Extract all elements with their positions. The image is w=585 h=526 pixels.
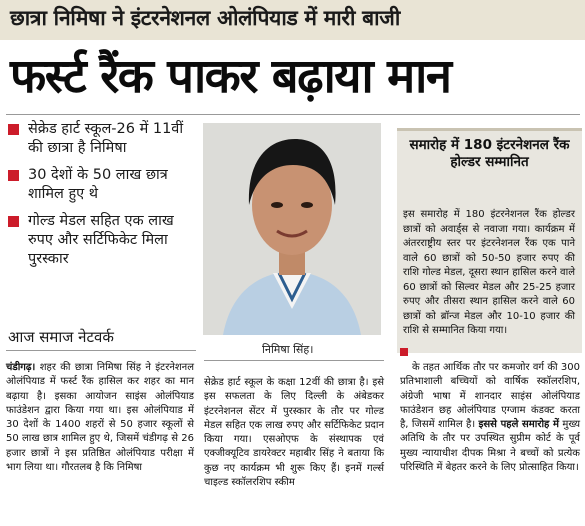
bullet-square-icon [8, 124, 19, 135]
sidebar-title: समारोह में 180 इंटरनेशनल रैंक होल्डर सम्मानित [409, 137, 570, 170]
column-3-subhead: इससे पहले समारोह में [478, 419, 559, 431]
portrait-illustration [203, 123, 381, 335]
bullet-square-icon [8, 170, 19, 181]
bullet-item [6, 120, 196, 158]
bullet-item [6, 166, 196, 204]
column-1-text: शहर की छात्रा निमिषा सिंह ने इंटरनेशनल ओलंपियाड में फर्स्ट रैंक हासिल कर शहर का मान बढ़ाया है। इसका आयोजन साइंस ओलंपियाड फाउंडेशन द्वारा किया गया था। इस ओलंपियाड में 30 देशों के 1400 शहरों से 50 हजार स्कूलों से 50 लाख छात्र शामिल हुए थे, जिसमें चंडीगढ़ से 26 हजार छात्रों ने इस प्रतिष्ठित ओलंपियाड परीक्षा में भाग लिया था। गौरतलब है कि निमिषा [6, 362, 194, 474]
bullet-text: गोल्ड मेडल सहित एक लाख रुपए और सर्टिफिकेट मिला पुरस्कार [28, 213, 174, 267]
article-column-3 [400, 361, 580, 475]
section-marker-icon [400, 348, 408, 356]
highlight-bullets [6, 120, 196, 277]
byline: आज समाज नेटवर्क [8, 328, 114, 346]
article-column-1 [6, 361, 194, 475]
bullet-square-icon [8, 216, 19, 227]
article-column-2 [204, 376, 384, 490]
kicker-text: छात्रा निमिषा ने इंटरनेशनल ओलंपियाड में मारी बाजी [10, 6, 400, 30]
column-2-text: सेक्रेड हार्ट स्कूल के कक्षा 12वीं की छात्रा है। इसे इस सफलता के लिए दिल्ली के अंबेडकर इंटरनेशनल सेंटर में पुरस्कार के तौर पर गोल्ड मेडल सहित एक लाख रुपए और सर्टिफिकेट प्रदान किया गया। एसओएफ के संस्थापक एवं एक्जीक्यूटिव डायरेक्टर महाबीर सिंह ने बताया कि कुछ नए कार्यक्रम भी शुरू किए हैं। इनमें गर्ल्स चाइल्ड स्कॉलरशिप स्कीम [204, 377, 384, 489]
sidebar-box [397, 128, 582, 353]
bullet-text: सेक्रेड हार्ट स्कूल-26 में 11वीं की छात्रा है निमिषा [28, 121, 184, 156]
divider [6, 114, 580, 115]
photo-caption: निमिषा सिंह। [262, 343, 314, 356]
headline: फर्स्ट रैंक पाकर बढ़ाया मान [10, 49, 451, 104]
bullet-item [6, 212, 196, 269]
bullet-text: 30 देशों के 50 लाख छात्र शामिल हुए थे [28, 167, 168, 202]
column-3-text-b: मुख्य अतिथि के तौर पर उपस्थित सुप्रीम कोर्ट के पूर्व मुख्य न्यायाधीश दीपक मिश्रा ने बच्चों को प्रत्येक परिस्थिति में बेहतर करने के लिए प्रोत्साहित किया। [400, 419, 580, 474]
divider [204, 360, 384, 361]
portrait-photo [203, 123, 381, 335]
divider [6, 350, 196, 351]
dateline: चंडीगढ़। [6, 362, 36, 373]
sidebar-body: इस समारोह में 180 इंटरनेशनल रैंक होल्डर छात्रों को अवार्ड्स से नवाजा गया। कार्यक्रम में अंतरराष्ट्रीय स्तर पर इंटरनेशनल रैंक एक पाने वाले 60 छात्रों को 50-50 हजार रुपए की राशि गोल्ड मेडल, दूसरा स्थान हासिल करने वाले 60 छात्रों को सिल्वर मेडल और 25-25 हजार रुपए और तीसरा स्थान हासिल करने वाले 60 छात्रों को ब्रॉन्ज मेडल और 10-10 हजार की राशि से सम्मानित किया गया। [403, 209, 575, 336]
column-3-text-a: के तहत आर्थिक तौर पर कमजोर वर्ग की 300 प्रतिभाशाली बच्चियों को वार्षिक स्कॉलरशिप, अंग्रेजी भाषा में शानदार साइंस ओलंपियाड फाउंडेशन छह ओलंपियाड एग्जाम कंडक्ट करता है, जिसमें शामिल है। [400, 362, 580, 431]
kicker-band [0, 0, 585, 40]
